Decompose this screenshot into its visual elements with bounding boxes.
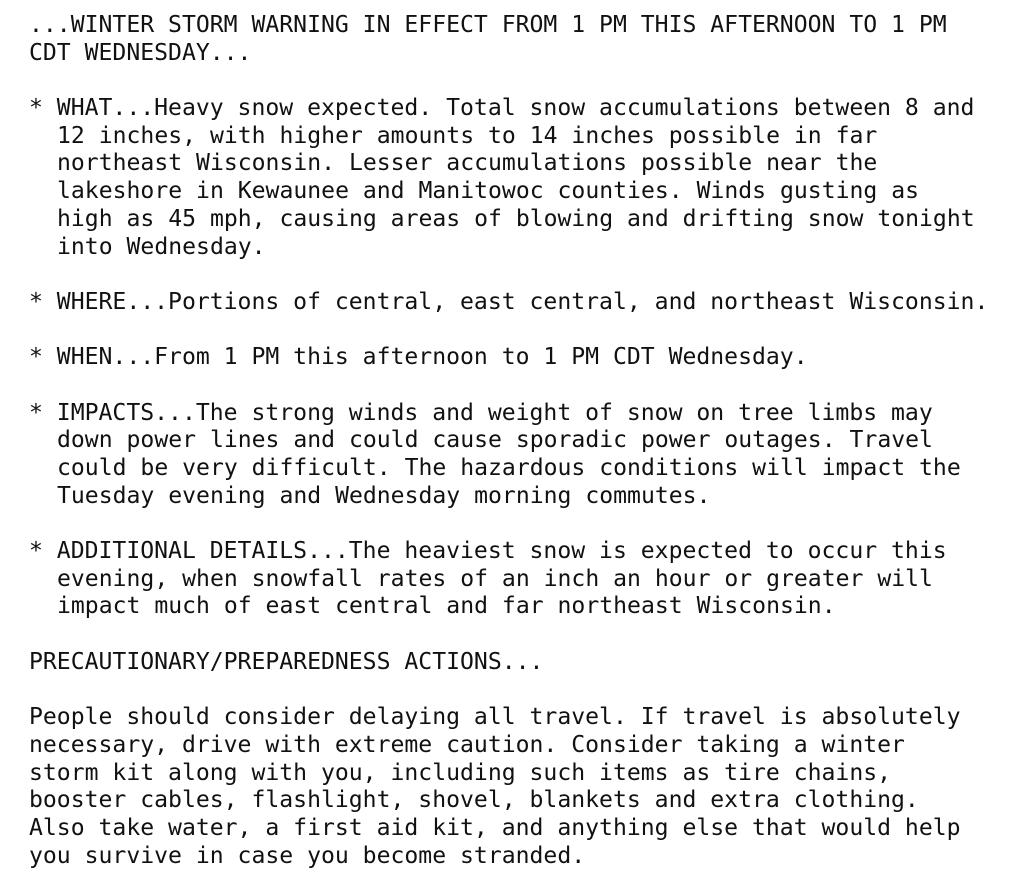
what-line: high as 45 mph, causing areas of blowing and drifting snow tonight xyxy=(57,205,975,232)
spacer xyxy=(29,261,1019,289)
additional-details-section xyxy=(29,538,1019,621)
where-section xyxy=(29,289,1019,317)
impacts-line: down power lines and could cause sporadic power outages. Travel xyxy=(57,427,933,454)
what-line: into Wednesday. xyxy=(57,233,266,260)
impacts-line: could be very difficult. The hazardous conditions will impact the xyxy=(57,455,961,481)
when-line: * WHEN...From 1 PM this afternoon to 1 PM CDT Wednesday. xyxy=(29,344,808,371)
spacer xyxy=(29,372,1019,400)
additional-details-line: impact much of east central and far northeast Wisconsin. xyxy=(57,593,836,620)
where-line: * WHERE...Portions of central, east central, and northeast Wisconsin. xyxy=(29,288,989,315)
spacer xyxy=(29,621,1019,649)
precautionary-heading: PRECAUTIONARY/PREPAREDNESS ACTIONS... xyxy=(29,648,544,675)
precautionary-line: you survive in case you become stranded. xyxy=(29,842,586,869)
what-line: 12 inches, with higher amounts to 14 inches possible in far xyxy=(57,122,878,149)
precautionary-line: storm kit along with you, including such items as tire chains, xyxy=(29,759,892,786)
what-section xyxy=(29,95,1019,261)
precautionary-line: necessary, drive with extreme caution. Consider taking a winter xyxy=(29,731,905,758)
impacts-line: Tuesday evening and Wednesday morning commutes. xyxy=(57,482,711,509)
winter-storm-warning-document xyxy=(29,12,1019,870)
precautionary-line: Also take water, a first aid kit, and anything else that would help xyxy=(29,814,961,841)
spacer xyxy=(29,510,1019,538)
what-line: northeast Wisconsin. Lesser accumulations possible near the xyxy=(57,150,878,177)
precautionary-line: People should consider delaying all travel. If travel is absolutely xyxy=(29,704,961,731)
headline xyxy=(29,12,1019,67)
headline-line: CDT WEDNESDAY... xyxy=(29,39,252,66)
what-line: * WHAT...Heavy snow expected. Total snow accumulations between 8 and xyxy=(29,95,975,122)
spacer xyxy=(29,317,1019,345)
precautionary-line: booster cables, flashlight, shovel, blankets and extra clothing. xyxy=(29,787,919,814)
headline-line: ...WINTER STORM WARNING IN EFFECT FROM 1 PM THIS AFTERNOON TO 1 PM xyxy=(29,12,947,38)
spacer xyxy=(29,67,1019,95)
precautionary-paragraph xyxy=(29,704,1019,870)
when-section xyxy=(29,344,1019,372)
what-line: lakeshore in Kewaunee and Manitowoc counties. Winds gusting as xyxy=(57,178,920,205)
impacts-section xyxy=(29,400,1019,511)
additional-details-line: evening, when snowfall rates of an inch an hour or greater will xyxy=(57,565,933,592)
spacer xyxy=(29,677,1019,705)
additional-details-line: * ADDITIONAL DETAILS...The heaviest snow is expected to occur this xyxy=(29,538,947,565)
impacts-line: * IMPACTS...The strong winds and weight of snow on tree limbs may xyxy=(29,399,933,426)
